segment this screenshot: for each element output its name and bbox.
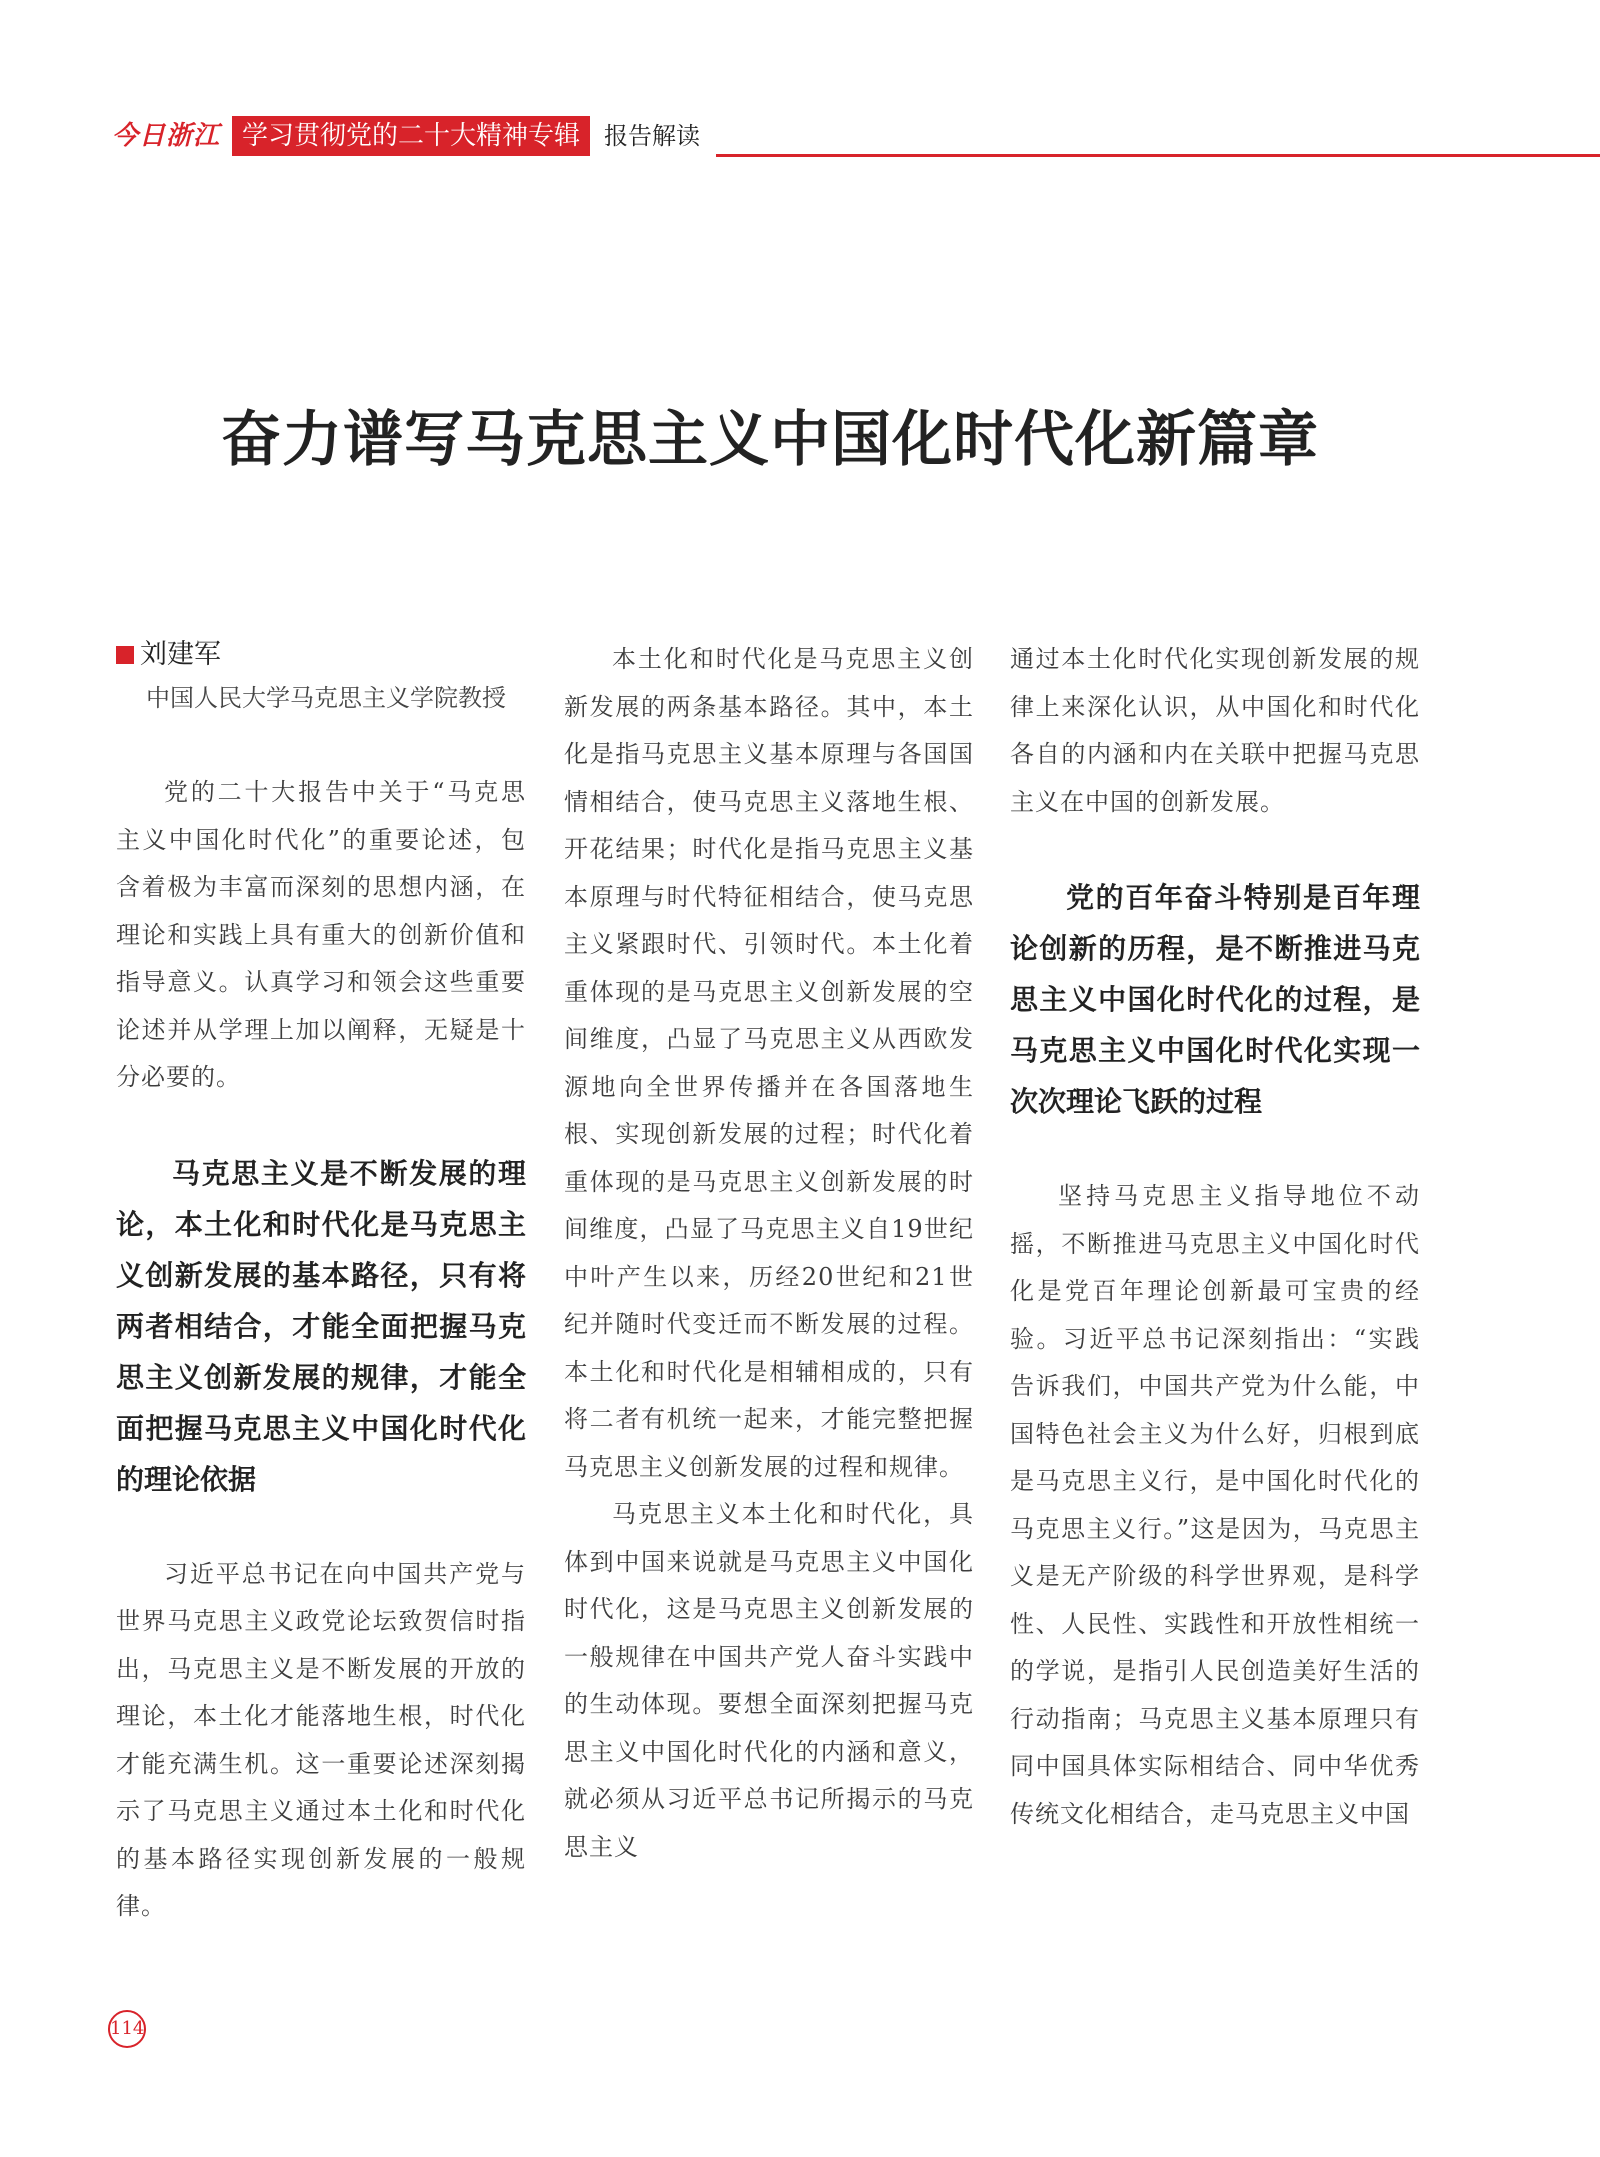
magazine-logo: 今日浙江 xyxy=(112,121,221,151)
column-1 xyxy=(116,636,526,1931)
intro-paragraph: 党的二十大报告中关于“马克思主义中国化时代化”的重要论述，包含着极为丰富而深刻的思想内涵，在理论和实践上具有重大的创新价值和指导意义。认真学习和领会这些重要论述并从学理上加以阐释，无疑是十分必要的。 xyxy=(116,778,526,1091)
page-header xyxy=(112,116,1600,160)
section-heading-2: 党的百年奋斗特别是百年理论创新的历程，是不断推进马克思主义中国化时代化的过程，是马克思主义中国化时代化实现一次次理论飞跃的过程 xyxy=(1010,881,1420,1118)
column-2 xyxy=(564,636,974,1871)
author-affiliation: 中国人民大学马克思主义学院教授 xyxy=(146,684,506,712)
column-3 xyxy=(1010,636,1420,1838)
paragraph: 习近平总书记在向中国共产党与世界马克思主义政党论坛致贺信时指出，马克思主义是不断发展的开放的理论，本土化才能落地生根，时代化才能充满生机。这一重要论述深刻揭示了马克思主义通过本土化和时代化的基本路径实现创新发展的一般规律。 xyxy=(116,1559,526,1920)
header-rule xyxy=(716,154,1600,157)
section-heading-1: 马克思主义是不断发展的理论，本土化和时代化是马克思主义创新发展的基本路径，只有将两者相结合，才能全面把握马克思主义创新发展的规律，才能全面把握马克思主义中国化时代化的理论依据 xyxy=(116,1156,526,1496)
paragraph: 本土化和时代化是马克思主义创新发展的两条基本路径。其中，本土化是指马克思主义基本原理与各国国情相结合，使马克思主义落地生根、开花结果；时代化是指马克思主义基本原理与时代特征相结合，使马克思主义紧跟时代、引领时代。本土化着重体现的是马克思主义创新发展的空间维度，凸显了马克思主义从西欧发源地向全世界传播并在各国落地生根、实现创新发展的过程；时代化着重体现的是马克思主义创新发展的时间维度，凸显了马克思主义自19世纪中叶产生以来，历经20世纪和21世纪并随时代变迁而不断发展的过程。本土化和时代化是相辅相成的，只有将二者有机统一起来，才能完整把握马克思主义创新发展的过程和规律。 xyxy=(564,645,974,1481)
paragraph: 马克思主义本土化和时代化，具体到中国来说就是马克思主义中国化时代化，这是马克思主义创新发展的一般规律在中国共产党人奋斗实践中的生动体现。要想全面深刻把握马克思主义中国化时代化的内涵和意义，就必须从习近平总书记所揭示的马克思主义 xyxy=(564,1500,974,1861)
article-title: 奋力谱写马克思主义中国化时代化新篇章 xyxy=(221,405,1319,475)
section-subtag: 报告解读 xyxy=(604,122,700,150)
page-number: 114 xyxy=(108,2010,146,2048)
red-square-marker xyxy=(116,646,134,664)
author-line xyxy=(116,636,526,674)
section-tag: 学习贯彻党的二十大精神专辑 xyxy=(232,116,590,156)
author-name: 刘建军 xyxy=(140,639,221,670)
paragraph: 通过本土化时代化实现创新发展的规律上来深化认识，从中国化和时代化各自的内涵和内在关联中把握马克思主义在中国的创新发展。 xyxy=(1010,645,1420,816)
paragraph: 坚持马克思主义指导地位不动摇，不断推进马克思主义中国化时代化是党百年理论创新最可宝贵的经验。习近平总书记深刻指出：“实践告诉我们，中国共产党为什么能，中国特色社会主义为什么好，归根到底是马克思主义行，是中国化时代化的马克思主义行。”这是因为，马克思主义是无产阶级的科学世界观，是科学性、人民性、实践性和开放性相统一的学说，是指引人民创造美好生活的行动指南；马克思主义基本原理只有同中国具体实际相结合、同中华优秀传统文化相结合，走马克思主义中国 xyxy=(1010,1182,1420,1828)
